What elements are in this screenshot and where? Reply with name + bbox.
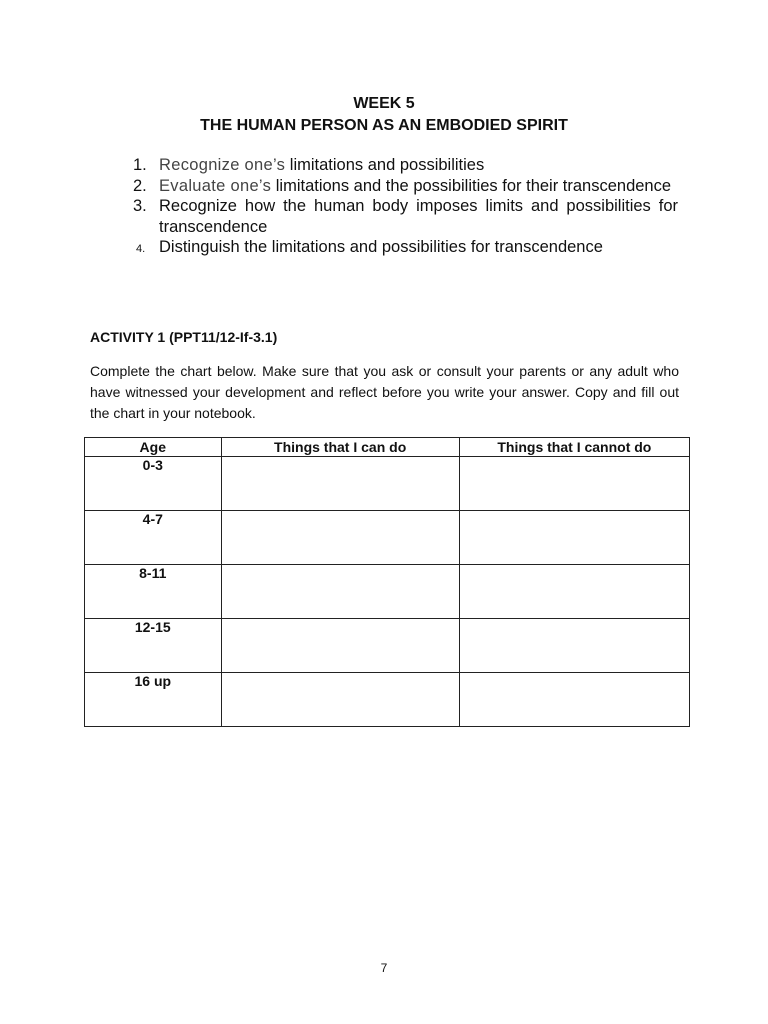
table-row [85,457,690,511]
objective-item [133,176,678,197]
table-row [85,565,690,619]
objective-lead: Recognize one’s [159,156,286,174]
header-age: Age [85,438,222,457]
can-do-cell [221,457,459,511]
objective-number: 3. [133,197,147,215]
header-can-do: Things that I can do [221,438,459,457]
cannot-do-cell [459,511,689,565]
objective-text: limitations and possibilities [285,156,485,174]
cannot-do-cell [459,619,689,673]
activity-instructions: Complete the chart below. Make sure that you ask or consult your parents or any adult who have witnessed your development and reflect before you write your answer. Copy and fill out the chart in your notebook. [90,363,679,421]
age-cell: 0-3 [85,457,222,511]
objective-item [133,196,678,237]
cannot-do-cell [459,673,689,727]
page-number: 7 [380,961,388,975]
can-do-cell [221,511,459,565]
activity-heading: ACTIVITY 1 (PPT11/12-If-3.1) [90,329,278,345]
cannot-do-cell [459,457,689,511]
table-row [85,673,690,727]
objective-number: 2. [133,176,147,195]
week-title: WEEK 5 [353,95,415,112]
objective-number: 1. [133,156,147,174]
objective-text: Distinguish the limitations and possibilities for transcendence [159,238,603,256]
table-row [85,619,690,673]
can-do-cell [221,565,459,619]
objective-number: 4. [136,243,146,255]
age-cell: 16 up [85,673,222,727]
age-cell: 8-11 [85,565,222,619]
page-title: THE HUMAN PERSON AS AN EMBODIED SPIRIT [200,117,568,134]
development-chart [84,437,690,727]
table-row [85,511,690,565]
can-do-cell [221,619,459,673]
objective-text: limitations and the possibilities for their transcendence [271,176,672,195]
cannot-do-cell [459,565,689,619]
objective-lead: Evaluate one’s [159,176,272,195]
table-header-row [85,438,690,457]
header-cannot-do: Things that I cannot do [459,438,689,457]
objective-item [133,155,678,176]
objective-text: Recognize how the human body imposes limits and possibilities for transcendence [159,197,678,236]
age-cell: 4-7 [85,511,222,565]
objectives-list [133,155,678,258]
age-cell: 12-15 [85,619,222,673]
can-do-cell [221,673,459,727]
objective-item [133,237,678,258]
